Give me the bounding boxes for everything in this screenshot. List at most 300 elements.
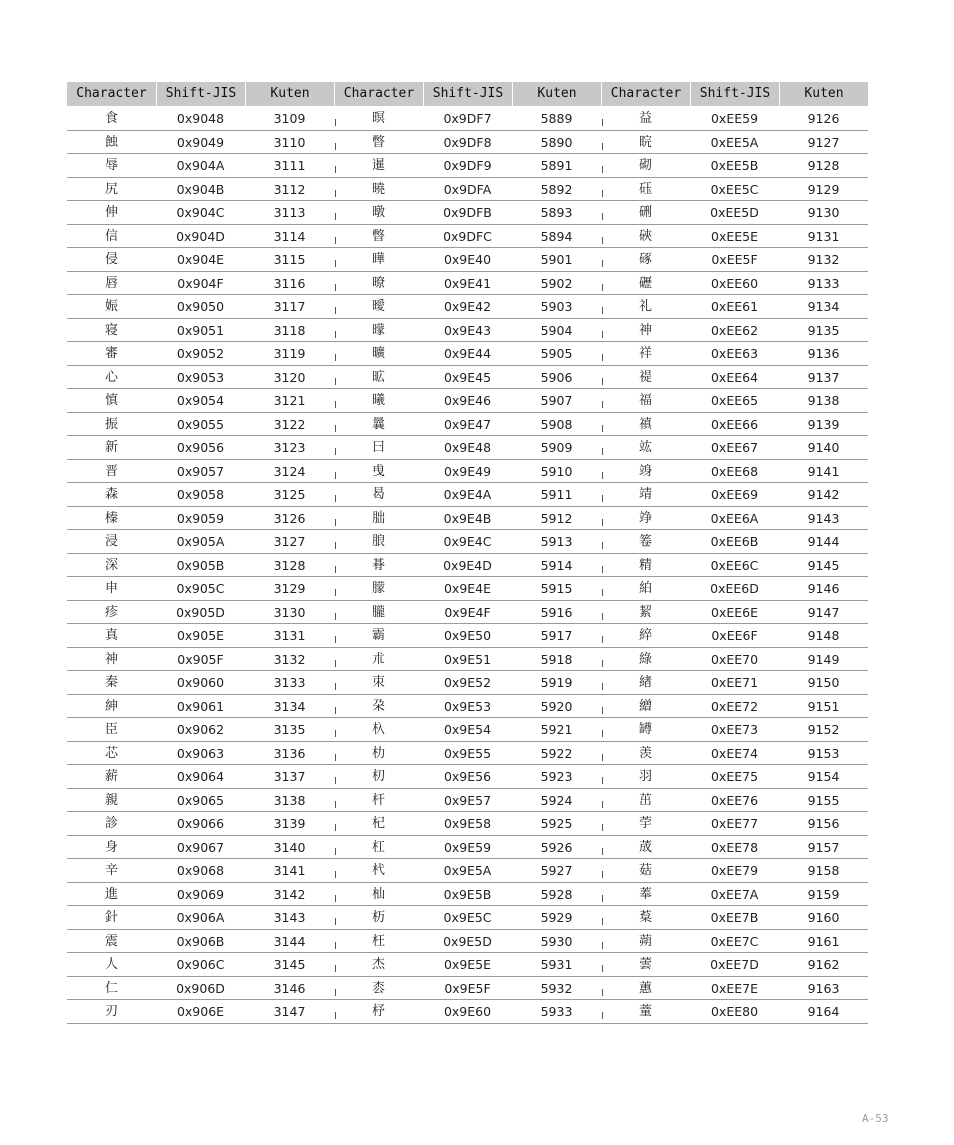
shift-jis-cell: 0x9E40 bbox=[443, 252, 492, 267]
kuten-cell: 3125 bbox=[273, 487, 306, 502]
character-cell: 震 bbox=[104, 933, 118, 949]
kuten-cell: 9128 bbox=[807, 158, 840, 173]
character-cell: 箞 bbox=[601, 530, 690, 553]
shift-jis-cell: 0x906B bbox=[176, 933, 225, 949]
kuten-cell: 5909 bbox=[540, 440, 573, 455]
kuten-cell: 9158 bbox=[807, 863, 840, 878]
character-cell: 繒 bbox=[601, 695, 690, 718]
shift-jis-cell: 0x9DF8 bbox=[443, 134, 492, 150]
character-cell: 枩 bbox=[334, 977, 423, 1000]
kuten-header-2: Kuten bbox=[512, 82, 601, 106]
shift-jis-cell: 0x9E5B bbox=[443, 886, 492, 902]
shift-jis-cell: 0x904A bbox=[176, 158, 225, 173]
character-cell: 曦 bbox=[334, 389, 423, 412]
character-cell: 神 bbox=[104, 651, 118, 667]
table-row bbox=[67, 765, 868, 789]
kuten-cell: 9138 bbox=[807, 393, 840, 408]
shift-jis-cell: 0x9063 bbox=[176, 745, 225, 761]
shift-jis-cell: 0x904B bbox=[176, 181, 225, 197]
kuten-cell: 3113 bbox=[273, 205, 306, 220]
kuten-cell: 5915 bbox=[540, 581, 573, 596]
character-code-table bbox=[67, 82, 868, 1024]
shift-jis-cell: 0x905A bbox=[176, 534, 225, 549]
shift-jis-cell: 0x9E55 bbox=[443, 745, 492, 761]
kuten-cell: 5931 bbox=[540, 957, 573, 972]
kuten-cell: 3138 bbox=[273, 792, 306, 808]
shift-jis-cell: 0xEE61 bbox=[710, 299, 759, 314]
table-row bbox=[67, 671, 868, 695]
kuten-cell: 3112 bbox=[273, 181, 306, 197]
table-row bbox=[67, 389, 868, 413]
kuten-cell: 5908 bbox=[540, 416, 573, 432]
character-cell: 寝 bbox=[104, 322, 118, 338]
character-cell: 薪 bbox=[104, 769, 118, 784]
shift-jis-cell: 0xEE6E bbox=[711, 604, 758, 620]
kuten-cell: 3110 bbox=[273, 134, 306, 150]
shift-jis-cell: 0xEE76 bbox=[710, 792, 759, 808]
character-cell: 朶 bbox=[334, 695, 423, 718]
character-cell: 綠 bbox=[601, 648, 690, 671]
table-row bbox=[67, 883, 868, 907]
character-cell: 唇 bbox=[104, 275, 118, 291]
character-cell: 硎 bbox=[601, 201, 690, 224]
shift-jis-cell: 0x905C bbox=[176, 581, 225, 596]
character-cell: 硺 bbox=[601, 248, 690, 271]
kuten-cell: 5903 bbox=[540, 299, 573, 314]
shift-jis-cell: 0x906A bbox=[176, 910, 225, 925]
kuten-cell: 3122 bbox=[273, 416, 306, 432]
kuten-cell: 3109 bbox=[273, 111, 306, 126]
table-row bbox=[67, 624, 868, 648]
shift-jis-cell: 0xEE6C bbox=[710, 557, 759, 573]
table-row bbox=[67, 789, 868, 813]
kuten-cell: 9148 bbox=[807, 628, 840, 643]
character-cell: 羡 bbox=[601, 742, 690, 765]
table-row bbox=[67, 413, 868, 437]
shift-jis-cell: 0x9DFA bbox=[443, 181, 492, 197]
shift-jis-cell: 0x9053 bbox=[176, 369, 225, 385]
table-row bbox=[67, 460, 868, 484]
character-cell: 蕫 bbox=[601, 1000, 690, 1023]
character-cell: 暸 bbox=[334, 272, 423, 295]
character-cell: 審 bbox=[104, 346, 118, 361]
kuten-cell: 3141 bbox=[273, 863, 306, 878]
kuten-cell: 5926 bbox=[540, 839, 573, 855]
table-row bbox=[67, 436, 868, 460]
character-cell: 暼 bbox=[334, 131, 423, 154]
shift-jis-cell: 0x905B bbox=[176, 557, 225, 573]
character-cell: 霸 bbox=[334, 624, 423, 647]
kuten-cell: 3140 bbox=[273, 839, 306, 855]
character-cell: 蝕 bbox=[104, 134, 118, 150]
shift-jis-cell: 0x9E5F bbox=[444, 980, 491, 996]
shift-jis-cell: 0x9E45 bbox=[443, 369, 492, 385]
kuten-cell: 9155 bbox=[807, 792, 840, 808]
character-cell: 曄 bbox=[334, 248, 423, 271]
character-cell: 朖 bbox=[334, 530, 423, 553]
table-header bbox=[67, 82, 868, 107]
kuten-cell: 9151 bbox=[807, 698, 840, 714]
table-row bbox=[67, 295, 868, 319]
shift-jis-cell: 0x9E49 bbox=[443, 463, 492, 479]
shift-jis-cell: 0xEE6D bbox=[710, 581, 759, 596]
kuten-cell: 3126 bbox=[273, 510, 306, 526]
shift-jis-cell: 0x9E4B bbox=[443, 510, 492, 526]
shift-jis-cell: 0xEE71 bbox=[710, 675, 759, 690]
table-row bbox=[67, 154, 868, 178]
kuten-cell: 9141 bbox=[807, 463, 840, 479]
kuten-cell: 5918 bbox=[540, 651, 573, 667]
character-cell: 菇 bbox=[601, 859, 690, 882]
shift-jis-cell: 0x9052 bbox=[176, 346, 225, 361]
character-cell: 祥 bbox=[601, 342, 690, 365]
character-cell: 晋 bbox=[104, 463, 118, 479]
character-cell: 葈 bbox=[601, 906, 690, 929]
kuten-cell: 9160 bbox=[807, 910, 840, 925]
character-cell: 杣 bbox=[334, 883, 423, 906]
shift-jis-cell: 0x9051 bbox=[176, 322, 225, 338]
table-row bbox=[67, 201, 868, 225]
character-cell: 曉 bbox=[334, 178, 423, 201]
character-cell: 秦 bbox=[104, 675, 118, 690]
character-cell: 睆 bbox=[601, 131, 690, 154]
shift-jis-cell: 0x9DF9 bbox=[443, 158, 492, 173]
kuten-cell: 3123 bbox=[273, 440, 306, 455]
shift-jis-cell: 0x9E54 bbox=[443, 722, 492, 737]
shift-jis-cell: 0x9E58 bbox=[443, 816, 492, 831]
character-cell: 紳 bbox=[104, 698, 118, 714]
shift-jis-cell: 0x9065 bbox=[176, 792, 225, 808]
kuten-cell: 9130 bbox=[807, 205, 840, 220]
kuten-cell: 9146 bbox=[807, 581, 840, 596]
shift-jis-cell: 0xEE5E bbox=[711, 228, 758, 244]
kuten-cell: 9131 bbox=[807, 228, 840, 244]
character-cell: 杠 bbox=[334, 836, 423, 859]
character-cell: 辛 bbox=[104, 863, 118, 878]
character-cell: 針 bbox=[104, 910, 118, 925]
kuten-cell: 5913 bbox=[540, 534, 573, 549]
table-row bbox=[67, 131, 868, 155]
kuten-cell: 9133 bbox=[807, 275, 840, 291]
kuten-cell: 5911 bbox=[540, 487, 573, 502]
shift-jis-cell: 0xEE7C bbox=[710, 933, 759, 949]
character-cell: 朸 bbox=[334, 742, 423, 765]
character-cell: 朷 bbox=[334, 765, 423, 788]
character-cell: 禔 bbox=[601, 366, 690, 389]
shift-jis-cell: 0x9E5E bbox=[443, 957, 492, 972]
shift-jis-cell: 0x9067 bbox=[176, 839, 225, 855]
kuten-cell: 5929 bbox=[540, 910, 573, 925]
shift-jis-cell: 0x9048 bbox=[176, 111, 225, 126]
kuten-cell: 3130 bbox=[273, 604, 306, 620]
kuten-cell: 5905 bbox=[540, 346, 573, 361]
table-row bbox=[67, 953, 868, 977]
kuten-cell: 3137 bbox=[273, 769, 306, 784]
shift-jis-cell: 0x9E43 bbox=[443, 322, 492, 338]
character-cell: 福 bbox=[601, 389, 690, 412]
kuten-cell: 5902 bbox=[540, 275, 573, 291]
kuten-cell: 5891 bbox=[540, 158, 573, 173]
character-cell: 竫 bbox=[601, 507, 690, 530]
shift-jis-cell: 0x9E56 bbox=[443, 769, 492, 784]
shift-jis-cell: 0x906D bbox=[176, 980, 225, 996]
kuten-cell: 9140 bbox=[807, 440, 840, 455]
shift-jis-cell: 0x906E bbox=[176, 1004, 225, 1019]
character-cell: 曩 bbox=[334, 413, 423, 436]
character-cell: 礰 bbox=[601, 272, 690, 295]
kuten-cell: 9136 bbox=[807, 346, 840, 361]
kuten-cell: 5932 bbox=[540, 980, 573, 996]
character-cell: 暾 bbox=[334, 201, 423, 224]
shift-jis-cell: 0x9E47 bbox=[443, 416, 492, 432]
table-row bbox=[67, 601, 868, 625]
kuten-cell: 3129 bbox=[273, 581, 306, 596]
kuten-cell: 5914 bbox=[540, 557, 573, 573]
shift-jis-cell: 0x9069 bbox=[176, 886, 225, 902]
kuten-header-3: Kuten bbox=[779, 82, 868, 106]
kuten-cell: 5906 bbox=[540, 369, 573, 385]
kuten-cell: 9134 bbox=[807, 299, 840, 314]
character-cell: 朮 bbox=[334, 648, 423, 671]
table-row bbox=[67, 225, 868, 249]
shift-jis-cell: 0x9E52 bbox=[443, 675, 492, 690]
kuten-cell: 5933 bbox=[540, 1004, 573, 1019]
shift-jis-cell: 0xEE59 bbox=[710, 111, 759, 126]
kuten-cell: 3119 bbox=[273, 346, 306, 361]
page-number: A-53 bbox=[862, 1112, 889, 1125]
shift-jis-cell: 0xEE74 bbox=[710, 745, 759, 761]
kuten-cell: 3132 bbox=[273, 651, 306, 667]
character-header-1: Character bbox=[76, 86, 147, 101]
character-cell: 曠 bbox=[334, 342, 423, 365]
shift-jis-cell: 0xEE63 bbox=[710, 346, 759, 361]
shift-jis-cell: 0x9E5D bbox=[443, 933, 492, 949]
shift-jis-cell: 0xEE6F bbox=[711, 628, 758, 643]
shift-jis-cell: 0x9E48 bbox=[443, 440, 492, 455]
kuten-cell: 5907 bbox=[540, 393, 573, 408]
kuten-cell: 5921 bbox=[540, 722, 573, 737]
kuten-cell: 3115 bbox=[273, 252, 306, 267]
kuten-cell: 5928 bbox=[540, 886, 573, 902]
character-cell: 人 bbox=[104, 957, 118, 972]
table-row bbox=[67, 507, 868, 531]
kuten-cell: 9154 bbox=[807, 769, 840, 784]
kuten-cell: 5922 bbox=[540, 745, 573, 761]
kuten-cell: 3127 bbox=[273, 534, 306, 549]
character-cell: 竧 bbox=[601, 460, 690, 483]
shift-jis-cell: 0xEE65 bbox=[710, 393, 759, 408]
shift-jis-cell: 0x9E50 bbox=[443, 628, 492, 643]
character-cell: 伸 bbox=[104, 205, 118, 220]
shift-jis-cell: 0x905D bbox=[176, 604, 225, 620]
character-cell: 禛 bbox=[601, 413, 690, 436]
kuten-cell: 3114 bbox=[273, 228, 306, 244]
shift-jis-cell: 0x9E41 bbox=[443, 275, 492, 291]
kuten-cell: 3144 bbox=[273, 933, 306, 949]
character-cell: 曰 bbox=[334, 436, 423, 459]
kuten-cell: 3131 bbox=[273, 628, 306, 643]
kuten-cell: 9152 bbox=[807, 722, 840, 737]
shift-jis-header-2: Shift-JIS bbox=[423, 82, 512, 106]
shift-jis-cell: 0x9E4E bbox=[443, 581, 492, 596]
character-cell: 益 bbox=[601, 107, 690, 130]
character-cell: 朦 bbox=[334, 577, 423, 600]
character-cell: 靖 bbox=[601, 483, 690, 506]
shift-jis-cell: 0x9050 bbox=[176, 299, 225, 314]
character-cell: 精 bbox=[601, 554, 690, 577]
shift-jis-cell: 0x9E4F bbox=[444, 604, 491, 620]
character-cell: 申 bbox=[104, 581, 118, 596]
character-cell: 蕙 bbox=[601, 977, 690, 1000]
shift-jis-cell: 0x9DFC bbox=[443, 228, 492, 244]
character-cell: 辱 bbox=[104, 158, 118, 173]
shift-jis-cell: 0x9056 bbox=[176, 440, 225, 455]
kuten-cell: 3120 bbox=[273, 369, 306, 385]
table-row bbox=[67, 695, 868, 719]
kuten-cell: 9147 bbox=[807, 604, 840, 620]
table-row bbox=[67, 107, 868, 131]
character-cell: 食 bbox=[104, 111, 118, 126]
shift-jis-cell: 0x9061 bbox=[176, 698, 225, 714]
shift-jis-cell: 0x9E4C bbox=[443, 534, 492, 549]
shift-jis-cell: 0x9DFB bbox=[443, 205, 492, 220]
kuten-cell: 5893 bbox=[540, 205, 573, 220]
kuten-cell: 3118 bbox=[273, 322, 306, 338]
kuten-cell: 3116 bbox=[273, 275, 306, 291]
kuten-cell: 3142 bbox=[273, 886, 306, 902]
kuten-cell: 9132 bbox=[807, 252, 840, 267]
character-cell: 心 bbox=[104, 369, 118, 385]
kuten-cell: 5910 bbox=[540, 463, 573, 479]
kuten-cell: 9142 bbox=[807, 487, 840, 502]
shift-jis-cell: 0xEE6B bbox=[710, 534, 759, 549]
kuten-cell: 3147 bbox=[273, 1004, 306, 1019]
kuten-cell: 3145 bbox=[273, 957, 306, 972]
kuten-cell: 9162 bbox=[807, 957, 840, 972]
shift-jis-cell: 0xEE72 bbox=[710, 698, 759, 714]
table-row bbox=[67, 906, 868, 930]
kuten-cell: 9127 bbox=[807, 134, 840, 150]
character-cell: 竑 bbox=[601, 436, 690, 459]
kuten-cell: 3128 bbox=[273, 557, 306, 573]
shift-jis-cell: 0xEE6A bbox=[710, 510, 759, 526]
shift-jis-cell: 0x9E53 bbox=[443, 698, 492, 714]
kuten-cell: 3146 bbox=[273, 980, 306, 996]
table-row bbox=[67, 178, 868, 202]
table-row bbox=[67, 366, 868, 390]
shift-jis-cell: 0x9E5C bbox=[443, 910, 492, 925]
shift-jis-cell: 0xEE7D bbox=[710, 957, 759, 972]
character-cell: 曵 bbox=[334, 460, 423, 483]
shift-jis-cell: 0x9049 bbox=[176, 134, 225, 150]
character-cell: 朞 bbox=[334, 554, 423, 577]
table-body bbox=[67, 107, 868, 1024]
character-cell: 曖 bbox=[334, 295, 423, 318]
shift-jis-cell: 0xEE7B bbox=[710, 910, 759, 925]
kuten-cell: 3117 bbox=[273, 299, 306, 314]
kuten-cell: 9145 bbox=[807, 557, 840, 573]
character-cell: 侵 bbox=[104, 252, 118, 267]
character-cell: 信 bbox=[104, 228, 118, 244]
kuten-cell: 9144 bbox=[807, 534, 840, 549]
shift-jis-header-3: Shift-JIS bbox=[690, 82, 779, 106]
shift-jis-cell: 0x904F bbox=[177, 275, 224, 291]
kuten-cell: 9143 bbox=[807, 510, 840, 526]
kuten-cell: 5925 bbox=[540, 816, 573, 831]
character-cell: 罇 bbox=[601, 718, 690, 741]
character-cell: 杤 bbox=[334, 906, 423, 929]
shift-jis-cell: 0xEE78 bbox=[710, 839, 759, 855]
kuten-cell: 5927 bbox=[540, 863, 573, 878]
character-cell: 荿 bbox=[601, 836, 690, 859]
character-cell: 硤 bbox=[601, 225, 690, 248]
kuten-cell: 9129 bbox=[807, 181, 840, 197]
shift-jis-cell: 0x905F bbox=[177, 651, 224, 667]
kuten-cell: 3111 bbox=[273, 158, 306, 173]
shift-jis-cell: 0x9E46 bbox=[443, 393, 492, 408]
table-row bbox=[67, 319, 868, 343]
table-row bbox=[67, 1000, 868, 1024]
shift-jis-cell: 0x9060 bbox=[176, 675, 225, 690]
character-cell: 榛 bbox=[104, 510, 118, 526]
shift-jis-cell: 0xEE68 bbox=[710, 463, 759, 479]
kuten-cell: 9163 bbox=[807, 980, 840, 996]
kuten-cell: 5917 bbox=[540, 628, 573, 643]
character-cell: 娠 bbox=[104, 299, 118, 314]
shift-jis-cell: 0xEE70 bbox=[710, 651, 759, 667]
shift-jis-cell: 0xEE5F bbox=[711, 252, 758, 267]
shift-jis-cell: 0xEE79 bbox=[710, 863, 759, 878]
shift-jis-cell: 0x9057 bbox=[176, 463, 225, 479]
character-cell: 親 bbox=[104, 792, 118, 808]
shift-jis-cell: 0x9064 bbox=[176, 769, 225, 784]
kuten-cell: 5919 bbox=[540, 675, 573, 690]
table-row bbox=[67, 483, 868, 507]
kuten-cell: 3139 bbox=[273, 816, 306, 831]
shift-jis-cell: 0x9054 bbox=[176, 393, 225, 408]
shift-jis-cell: 0x904C bbox=[176, 205, 225, 220]
shift-jis-cell: 0x904D bbox=[176, 228, 225, 244]
table-row bbox=[67, 742, 868, 766]
kuten-cell: 5912 bbox=[540, 510, 573, 526]
kuten-cell: 5924 bbox=[540, 792, 573, 808]
kuten-cell: 9157 bbox=[807, 839, 840, 855]
shift-jis-cell: 0x9062 bbox=[176, 722, 225, 737]
shift-jis-cell: 0x9058 bbox=[176, 487, 225, 502]
character-cell: 刃 bbox=[104, 1004, 118, 1019]
shift-jis-cell: 0xEE7A bbox=[710, 886, 759, 902]
table-row bbox=[67, 836, 868, 860]
shift-jis-cell: 0xEE7E bbox=[711, 980, 758, 996]
table-row bbox=[67, 530, 868, 554]
kuten-cell: 9137 bbox=[807, 369, 840, 385]
character-cell: 疹 bbox=[104, 604, 118, 620]
kuten-cell: 9153 bbox=[807, 745, 840, 761]
character-cell: 診 bbox=[104, 816, 118, 831]
character-cell: 杼 bbox=[334, 1000, 423, 1023]
kuten-cell: 5889 bbox=[540, 111, 573, 126]
kuten-cell: 3136 bbox=[273, 745, 306, 761]
kuten-cell: 9156 bbox=[807, 816, 840, 831]
character-cell: 砌 bbox=[601, 154, 690, 177]
character-cell: 進 bbox=[104, 886, 118, 902]
character-cell: 蒴 bbox=[601, 930, 690, 953]
character-cell: 茁 bbox=[601, 789, 690, 812]
shift-jis-cell: 0xEE69 bbox=[710, 487, 759, 502]
shift-jis-cell: 0xEE5A bbox=[710, 134, 759, 150]
character-cell: 暹 bbox=[334, 154, 423, 177]
kuten-cell: 5894 bbox=[540, 228, 573, 244]
